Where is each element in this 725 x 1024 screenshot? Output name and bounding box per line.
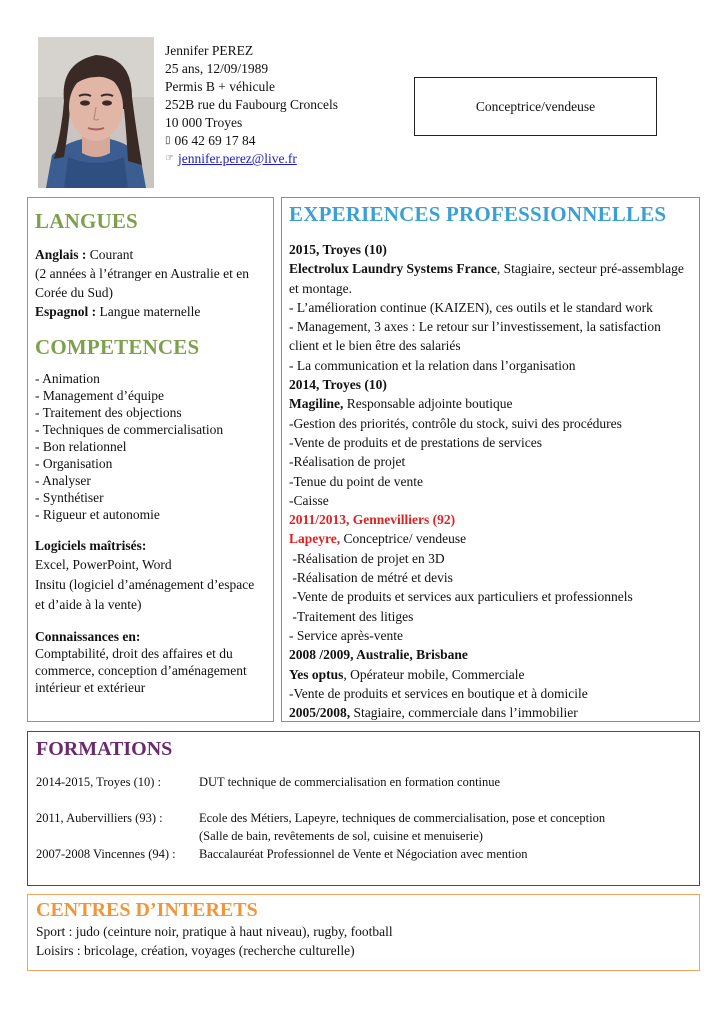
competence-item: - Management d’équipe xyxy=(35,388,164,403)
competence-item: - Traitement des objections xyxy=(35,405,182,420)
exp3-head: 2011/2013, Gennevilliers (92) xyxy=(289,512,456,528)
knowledge-text: Comptabilité, droit des affaires et du commerce, conception d’aménagement intérieur et extérieur xyxy=(35,646,247,695)
competence-item: - Rigueur et autonomie xyxy=(35,507,160,522)
interests-loisirs: Loisirs : bricolage, création, voyages (recherche culturelle) xyxy=(36,943,355,958)
full-name: Jennifer PEREZ xyxy=(165,43,254,58)
address-street: 252B rue du Faubourg Croncels xyxy=(165,97,338,112)
left-column xyxy=(27,197,274,722)
exp2-task: -Réalisation de projet xyxy=(289,454,406,470)
formation-text: Baccalauréat Professionnel de Vente et Négociation avec mention xyxy=(199,847,528,861)
knowledge-heading: Connaissances en: xyxy=(35,629,141,644)
competence-item: - Techniques de commercialisation xyxy=(35,422,224,437)
exp3-task: -Traitement des litiges xyxy=(289,608,414,624)
formation-text: (Salle de bain, revêtements de sol, cuisine et menuiserie) xyxy=(199,829,483,843)
interests-section xyxy=(27,894,700,971)
email-icon: ☞ xyxy=(165,153,174,164)
software-list: Excel, PowerPoint, Word xyxy=(35,557,172,572)
english-line xyxy=(35,245,267,264)
address-city: 10 000 Troyes xyxy=(165,115,243,130)
exp3-task: - Service après-vente xyxy=(289,627,403,643)
exp4-task: -Vente de produits et services en boutique et à domicile xyxy=(289,685,588,701)
identity-block xyxy=(165,42,338,168)
exp3-title: Lapeyre, Conceptrice/ vendeuse xyxy=(289,531,467,547)
exp1-task: - Management, 3 axes : Le retour sur l’investissement, la satisfaction client et le bien être des salariés xyxy=(289,319,661,354)
experience-list xyxy=(289,240,693,722)
phone-icon: ▯ xyxy=(165,135,171,146)
exp2-head: 2014, Troyes (10) xyxy=(289,377,387,393)
exp2-title: Magiline, Responsable adjointe boutique xyxy=(289,396,513,412)
english-label: Anglais : xyxy=(35,247,87,262)
formation-date: 2011, Aubervilliers (93) : xyxy=(36,811,163,825)
competences-heading: COMPETENCES xyxy=(35,335,200,359)
driving-license: Permis B + véhicule xyxy=(165,79,275,94)
competence-item: - Bon relationnel xyxy=(35,439,127,454)
interests-sport: Sport : judo (ceinture noir, pratique à haut niveau), rugby, football xyxy=(36,924,393,939)
exp3-task: -Réalisation de métré et devis xyxy=(289,570,453,586)
english-note: (2 années à l’étranger en Australie et en Corée du Sud) xyxy=(35,266,250,300)
profile-photo xyxy=(38,37,154,188)
english-value: Courant xyxy=(89,247,134,262)
experiences-heading: EXPERIENCES PROFESSIONNELLES xyxy=(289,202,667,226)
exp4-title: Yes optus, Opérateur mobile, Commerciale xyxy=(289,666,525,682)
exp2-task: -Gestion des priorités, contrôle du stock, suivi des procédures xyxy=(289,415,622,431)
formations-heading: FORMATIONS xyxy=(36,738,173,760)
formation-row xyxy=(36,773,691,791)
age-birthdate: 25 ans, 12/09/1989 xyxy=(165,61,269,76)
exp3-task: -Réalisation de projet en 3D xyxy=(289,550,445,566)
exp2-task: -Vente de produits et de prestations de services xyxy=(289,434,543,450)
langues-heading: LANGUES xyxy=(35,209,138,233)
exp1-title: Electrolux Laundry Systems France, Stagiaire, secteur pré-assemblage et montage. xyxy=(289,261,684,296)
competence-item: - Organisation xyxy=(35,456,113,471)
formation-row xyxy=(36,809,691,827)
competence-item: - Analyser xyxy=(35,473,91,488)
experience-column xyxy=(281,197,700,722)
interests-heading: CENTRES D’INTERETS xyxy=(36,899,258,921)
email-row xyxy=(165,150,338,168)
formation-text: DUT technique de commercialisation en formation continue xyxy=(199,775,501,789)
formation-row-continuation xyxy=(36,827,691,845)
formations-section xyxy=(27,731,700,886)
email-link[interactable]: jennifer.perez@live.fr xyxy=(177,151,297,166)
competences-list xyxy=(35,370,267,523)
software-extra: Insitu (logiciel d’aménagement d’espace et d’aide à la vente) xyxy=(35,577,255,612)
exp3-task: -Vente de produits et services aux particuliers et professionnels xyxy=(289,589,633,605)
exp1-task: - La communication et la relation dans l’organisation xyxy=(289,357,576,373)
spanish-label: Espagnol : xyxy=(35,304,97,319)
spanish-line xyxy=(35,302,267,321)
job-title-box xyxy=(414,77,657,136)
exp5-title: 2005/2008, Stagiaire, commerciale dans l’immobilier xyxy=(289,705,578,721)
software-heading: Logiciels maîtrisés: xyxy=(35,538,147,553)
exp2-task: -Tenue du point de vente xyxy=(289,473,424,489)
job-title: Conceptrice/vendeuse xyxy=(475,98,596,114)
spanish-value: Langue maternelle xyxy=(99,304,201,319)
exp1-task: - L’amélioration continue (KAIZEN), ces outils et le standard work xyxy=(289,299,653,315)
formation-date: 2007-2008 Vincennes (94) : xyxy=(36,847,176,861)
exp1-head: 2015, Troyes (10) xyxy=(289,242,387,257)
phone-row xyxy=(165,132,338,150)
phone-number: 06 42 69 17 84 xyxy=(174,133,256,148)
formation-text: Ecole des Métiers, Lapeyre, techniques de commercialisation, pose et conception xyxy=(199,811,606,825)
competence-item: - Animation xyxy=(35,371,100,386)
competence-item: - Synthétiser xyxy=(35,490,104,505)
exp4-head: 2008 /2009, Australie, Brisbane xyxy=(289,647,468,663)
formation-date: 2014-2015, Troyes (10) : xyxy=(36,775,162,789)
formation-row xyxy=(36,845,691,863)
exp2-task: -Caisse xyxy=(289,492,329,508)
